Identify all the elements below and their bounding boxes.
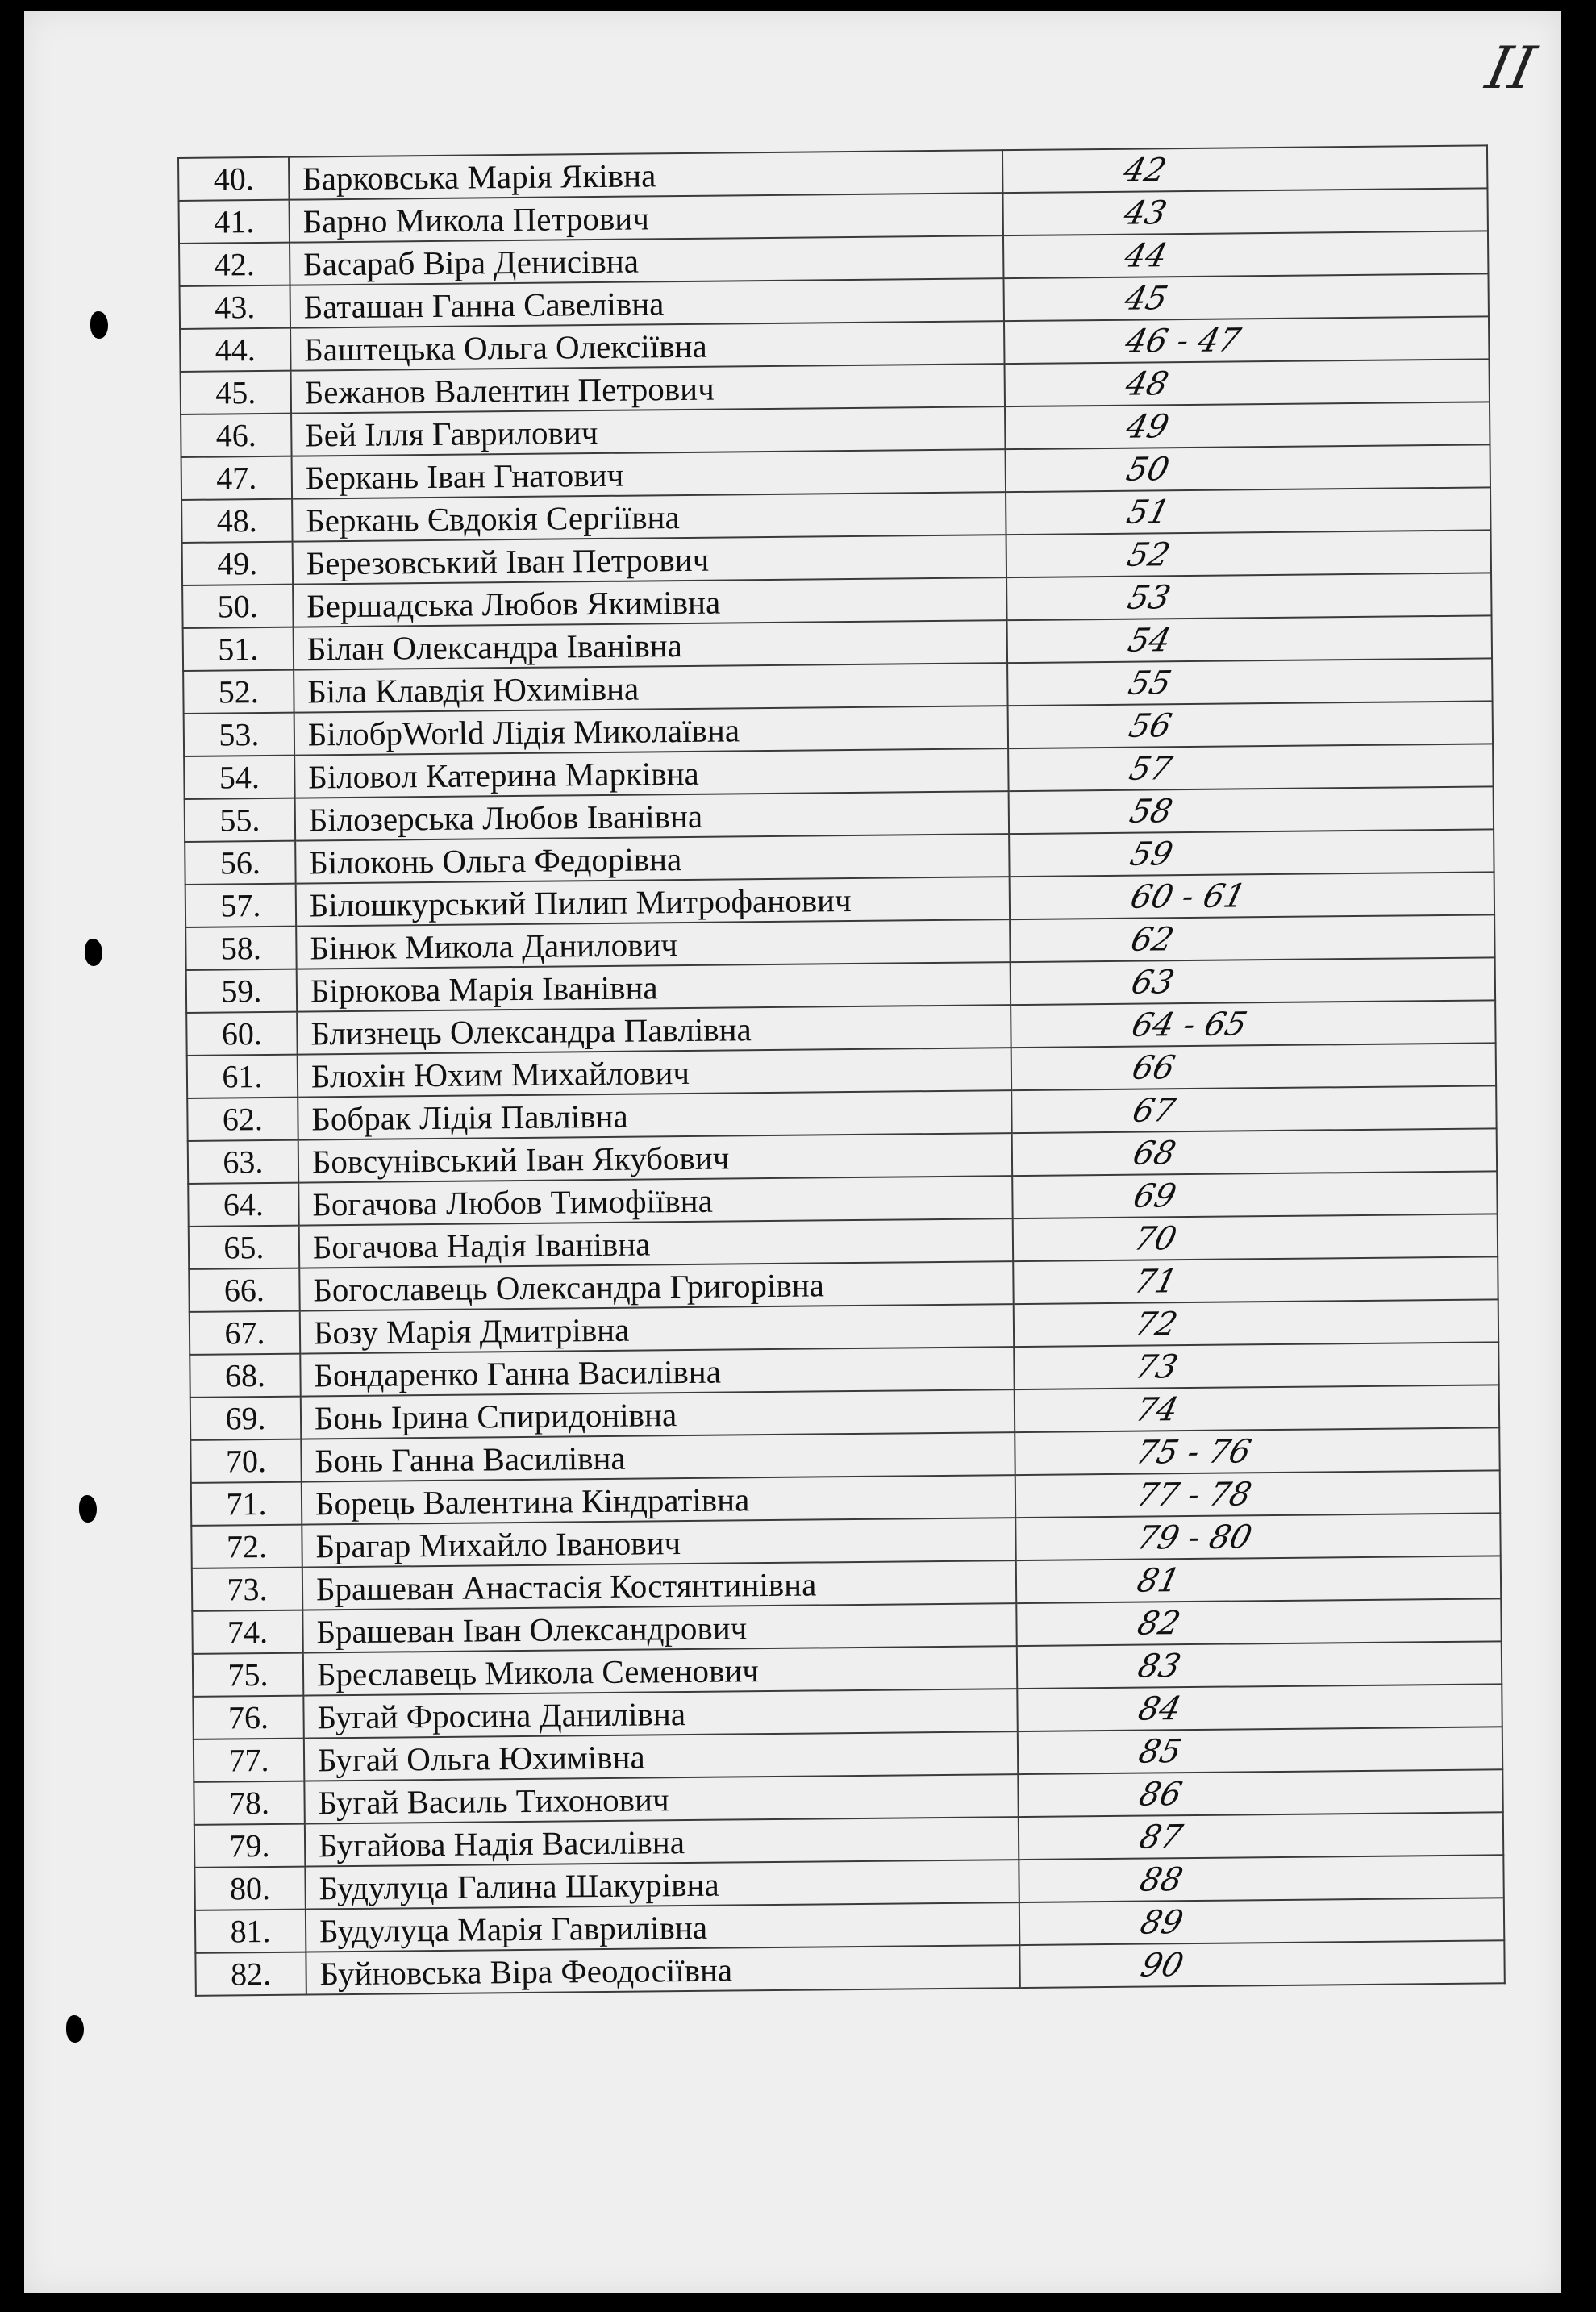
person-name: Блохін Юхим Михайлович (298, 1048, 1012, 1097)
page-reference-cell (1012, 1128, 1497, 1176)
handwritten-page-number: 42 (1119, 151, 1170, 190)
row-number: 54. (184, 756, 294, 799)
page-reference-cell (1011, 1043, 1496, 1090)
page-reference-cell (1019, 1855, 1503, 1902)
page-reference-cell (1008, 744, 1493, 791)
page-reference-cell (1015, 1513, 1500, 1560)
punch-hole (85, 939, 102, 966)
handwritten-page-number: 82 (1134, 1604, 1185, 1643)
page-reference-cell (1002, 145, 1487, 193)
person-name: Беркань Євдокія Сергіївна (292, 492, 1006, 541)
handwritten-page-number: 56 (1125, 706, 1176, 745)
person-name: Баштецька Ольга Олексіївна (290, 321, 1005, 370)
page-reference-cell (1006, 530, 1491, 577)
page-reference-cell (1019, 1812, 1503, 1860)
row-number: 65. (189, 1226, 299, 1269)
row-number: 64. (188, 1183, 298, 1227)
handwritten-page-number: 51 (1123, 493, 1173, 531)
row-number: 77. (194, 1739, 304, 1782)
handwritten-page-number: 73 (1131, 1348, 1181, 1386)
row-number: 53. (184, 713, 294, 756)
row-number: 45. (181, 371, 291, 414)
row-number: 57. (185, 884, 296, 927)
page-reference-cell (1014, 1299, 1498, 1347)
handwritten-page-number: 90 (1137, 1946, 1188, 1985)
row-number: 76. (193, 1696, 303, 1739)
page-reference-cell (1009, 786, 1494, 834)
person-name: Бондаренко Ганна Василівна (300, 1347, 1015, 1396)
handwritten-page-number: 83 (1134, 1647, 1185, 1685)
page-reference-cell (1016, 1556, 1501, 1603)
handwritten-page-number: 66 (1128, 1048, 1179, 1087)
page-reference-cell (1017, 1684, 1502, 1731)
page-reference-cell (1006, 573, 1491, 620)
page-reference-cell (1005, 402, 1490, 449)
row-number: 66. (189, 1268, 299, 1312)
page-reference-cell (1007, 615, 1492, 663)
person-name: Бершадська Любов Якимівна (293, 577, 1007, 627)
person-name: Бей Ілля Гаврилович (291, 406, 1006, 456)
row-number: 51. (183, 627, 294, 671)
row-number: 69. (190, 1397, 301, 1440)
page-reference-cell (1008, 701, 1493, 748)
handwritten-page-number: 57 (1125, 749, 1176, 788)
page-reference-cell (1012, 1171, 1497, 1218)
person-name: Брашеван Анастасія Костянтинівна (302, 1560, 1017, 1610)
person-name: Бугай Василь Тихонович (304, 1774, 1019, 1823)
handwritten-page-number: 86 (1136, 1775, 1186, 1814)
person-name: Баташан Ганна Савелівна (290, 278, 1004, 327)
row-number: 61. (187, 1055, 298, 1098)
handwritten-page-number: 49 (1122, 407, 1173, 446)
page-reference-cell (1006, 487, 1490, 535)
page-reference-cell (1011, 1085, 1496, 1133)
person-name: Басараб Віра Денисівна (290, 235, 1004, 285)
row-number: 70. (190, 1439, 301, 1483)
handwritten-page-number: 45 (1121, 279, 1172, 318)
page-reference-cell (1011, 1000, 1495, 1048)
page-reference-cell (1005, 359, 1490, 406)
page-reference-cell (1015, 1385, 1499, 1432)
row-number: 52. (183, 670, 294, 714)
handwritten-page-number: 64 - 65 (1127, 1005, 1251, 1044)
person-name: Березовський Іван Петрович (292, 535, 1006, 584)
handwritten-page-number: 89 (1136, 1903, 1187, 1942)
page-reference-cell (1018, 1727, 1502, 1774)
handwritten-page-number: 52 (1123, 535, 1174, 574)
page-reference-cell (1009, 829, 1494, 877)
row-number: 58. (185, 927, 296, 970)
person-name: Бірюкова Марія Іванівна (297, 962, 1011, 1011)
person-name: Борець Валентина Кіндратівна (302, 1475, 1016, 1524)
row-number: 48. (181, 499, 292, 543)
person-name: Бугай Ольга Юхимівна (304, 1731, 1019, 1781)
row-number: 59. (186, 969, 297, 1013)
row-number: 71. (191, 1482, 302, 1526)
row-number: 47. (181, 456, 292, 500)
person-name: Богачова Любов Тимофіївна (298, 1176, 1013, 1225)
page-reference-cell (1016, 1598, 1501, 1646)
row-number: 41. (179, 200, 290, 244)
row-number: 60. (186, 1012, 297, 1056)
page-reference-cell (1010, 872, 1494, 919)
row-number: 49. (182, 542, 293, 585)
page-reference-cell (1011, 957, 1495, 1005)
handwritten-page-number: 69 (1130, 1177, 1180, 1215)
person-name: Бугай Фросина Данилівна (303, 1689, 1018, 1738)
handwritten-page-number: 72 (1131, 1305, 1181, 1343)
page-reference-cell (1014, 1342, 1498, 1389)
handwritten-page-number: 53 (1123, 578, 1174, 617)
row-number: 46. (181, 414, 291, 457)
row-number: 44. (180, 328, 290, 372)
handwritten-page-number: 68 (1129, 1134, 1180, 1173)
handwritten-page-number: 48 (1122, 365, 1173, 403)
row-number: 67. (190, 1311, 300, 1355)
person-name: Бреславець Микола Семенович (303, 1646, 1018, 1695)
row-number: 81. (195, 1910, 306, 1953)
row-number: 74. (192, 1610, 302, 1654)
person-name: Бобрак Лідія Павлівна (298, 1090, 1012, 1139)
person-name: Брашеван Іван Олександрович (302, 1603, 1017, 1652)
page-reference-cell (1007, 658, 1492, 706)
names-table-body (178, 145, 1505, 1995)
person-name: Богачова Надія Іванівна (299, 1218, 1014, 1268)
handwritten-page-number: 88 (1136, 1860, 1187, 1899)
person-name: Богославець Олександра Григорівна (299, 1261, 1014, 1310)
handwritten-page-number: 54 (1124, 621, 1175, 660)
punch-hole (79, 1495, 97, 1523)
page-reference-cell (1015, 1470, 1500, 1518)
handwritten-page-number: 87 (1136, 1818, 1186, 1856)
punch-hole (66, 2015, 84, 2043)
person-name: Білан Олександра Іванівна (293, 620, 1007, 669)
row-number: 68. (190, 1354, 300, 1398)
handwritten-page-number: 43 (1120, 194, 1171, 232)
page-reference-cell (1003, 231, 1488, 278)
handwritten-page-number: 67 (1128, 1091, 1179, 1130)
handwritten-page-number: 75 - 76 (1132, 1432, 1255, 1472)
handwritten-page-number: 85 (1135, 1732, 1186, 1771)
row-number: 43. (180, 285, 290, 329)
punch-hole (90, 311, 108, 339)
handwritten-page-number: 70 (1130, 1219, 1181, 1258)
row-number: 62. (187, 1098, 298, 1141)
names-table (177, 144, 1506, 1996)
person-name: Буйновська Віра Феодосіївна (306, 1945, 1020, 1994)
row-number: 75. (193, 1653, 303, 1697)
page-reference-cell (1004, 316, 1489, 364)
row-number: 78. (194, 1781, 304, 1825)
handwritten-page-number: 55 (1124, 664, 1175, 702)
person-name: Будулуца Галина Шакурівна (305, 1860, 1019, 1909)
person-name: Беркань Іван Гнатович (291, 449, 1006, 498)
page-reference-cell (1006, 444, 1490, 492)
row-number: 56. (185, 841, 295, 885)
page-reference-cell (1010, 914, 1494, 962)
handwritten-page-number: 46 - 47 (1121, 321, 1244, 360)
page-reference-cell (1015, 1427, 1499, 1475)
person-name: БілобрWorld Лідія Миколаївна (294, 706, 1009, 755)
person-name: Білозерська Любов Іванівна (295, 791, 1010, 840)
person-name: Барно Микола Петрович (289, 193, 1003, 242)
row-number: 82. (195, 1952, 306, 1996)
page-reference-cell (1013, 1256, 1498, 1304)
handwritten-page-number: 79 - 80 (1133, 1518, 1256, 1557)
page-reference-cell (1019, 1898, 1504, 1945)
person-name: Брагар Михайло Іванович (302, 1518, 1016, 1567)
handwritten-page-number: 74 (1131, 1390, 1182, 1429)
handwritten-page-number: 60 - 61 (1127, 877, 1250, 916)
person-name: Бонь Ганна Василівна (301, 1432, 1015, 1481)
row-number: 63. (188, 1140, 298, 1184)
person-name: Бежанов Валентин Петрович (290, 364, 1005, 413)
handwritten-page-number: 58 (1126, 792, 1177, 831)
page-reference-cell (1004, 273, 1489, 321)
row-number: 80. (194, 1867, 305, 1910)
person-name: Будулуца Марія Гаврилівна (306, 1902, 1020, 1952)
handwritten-page-number: 59 (1126, 835, 1177, 873)
person-name: Білоконь Ольга Федорівна (295, 834, 1010, 883)
handwritten-page-number: 44 (1120, 236, 1171, 275)
page-reference-cell (1017, 1641, 1502, 1689)
row-number: 50. (182, 585, 293, 628)
handwritten-page-number: 50 (1123, 450, 1173, 489)
row-number: 40. (178, 157, 289, 201)
person-name: Білошкурський Пилип Митрофанович (296, 877, 1011, 926)
person-name: Біла Клавдія Юхимівна (294, 663, 1008, 712)
page-mark: II (1481, 34, 1541, 102)
handwritten-page-number: 63 (1127, 963, 1178, 1002)
person-name: Бугайова Надія Василівна (305, 1817, 1019, 1866)
handwritten-page-number: 77 - 78 (1132, 1475, 1256, 1514)
person-name: Бінюк Микола Данилович (296, 919, 1011, 969)
person-name: Барковська Марія Яківна (289, 150, 1003, 199)
page-reference-cell (1013, 1214, 1498, 1261)
handwritten-page-number: 84 (1135, 1689, 1186, 1728)
person-name: Біловол Катерина Марківна (294, 748, 1009, 798)
row-number: 42. (179, 243, 290, 286)
row-number: 72. (191, 1525, 302, 1568)
page-reference-cell (1019, 1940, 1504, 1988)
row-number: 79. (194, 1824, 305, 1868)
person-name: Бовсунівський Іван Якубович (298, 1133, 1013, 1182)
row-number: 55. (185, 798, 295, 842)
page-reference-cell (1003, 188, 1488, 235)
person-name: Близнець Олександра Павлівна (297, 1005, 1011, 1054)
handwritten-page-number: 81 (1133, 1561, 1184, 1600)
handwritten-page-number: 62 (1127, 920, 1177, 959)
row-number: 73. (192, 1568, 302, 1611)
page-reference-cell (1018, 1769, 1502, 1817)
person-name: Бонь Ірина Спиридонівна (301, 1389, 1015, 1439)
person-name: Бозу Марія Дмитрівна (300, 1304, 1015, 1353)
handwritten-page-number: 71 (1131, 1262, 1181, 1301)
